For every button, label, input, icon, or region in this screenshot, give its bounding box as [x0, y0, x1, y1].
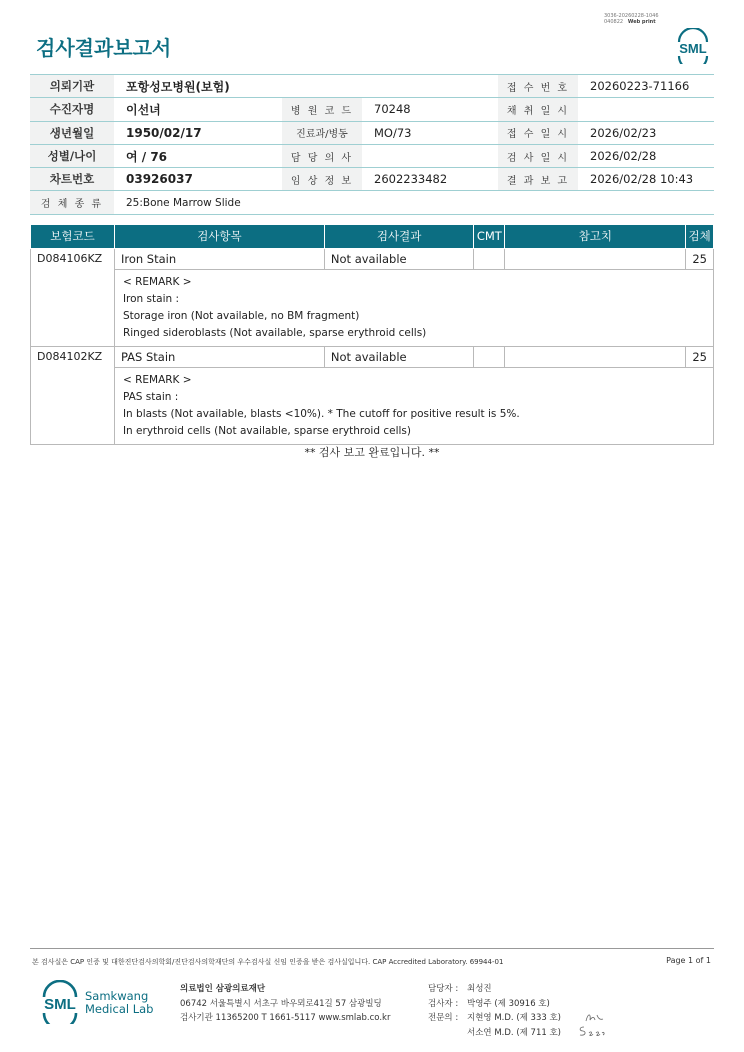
patient-name-value: 이선녀 [114, 98, 282, 121]
report-date-label: 결 과 보 고 [498, 168, 578, 191]
staff-role: 검사자 : [428, 998, 459, 1009]
remark-block [114, 269, 713, 346]
clinical-info-value: 2602233482 [362, 168, 498, 191]
print-id-line2: 040822 [604, 19, 624, 25]
col-test-item: 검사항목 [114, 225, 324, 248]
staff-row [428, 1026, 561, 1041]
report-date-value: 2026/02/28 10:43 [578, 168, 714, 191]
staff-role [428, 1026, 467, 1041]
footer-brand [85, 990, 153, 1016]
row-specimen: 25 [686, 248, 714, 269]
exam-date-label: 검 사 일 시 [498, 144, 578, 167]
receipt-date-label: 접 수 일 시 [498, 121, 578, 144]
sex-age-label: 성별/나이 [30, 144, 114, 167]
collect-date-value [578, 98, 714, 121]
hospital-code-value: 70248 [362, 98, 498, 121]
staff-row [428, 997, 561, 1012]
clinical-info-label: 임 상 정 보 [282, 168, 362, 191]
row-item: PAS Stain [114, 346, 324, 367]
sml-footer-logo-icon [38, 980, 82, 1024]
col-result: 검사결과 [324, 225, 473, 248]
col-cmt: CMT [474, 225, 505, 248]
certification-text: 본 검사실은 CAP 인증 및 대한진단검사의학회/진단검사의학재단의 우수검사실 신임 인증을 받은 검사실입니다. CAP Accredited Laboratory. 69944-01 [32, 958, 504, 966]
doctor-value [362, 144, 498, 167]
row-reference [505, 248, 686, 269]
page-title: 검사결과보고서 [36, 36, 172, 60]
sml-footer-logo-text: SML [44, 996, 76, 1013]
chart-no-value: 03926037 [114, 168, 282, 191]
row-result: Not available [324, 248, 473, 269]
staff-role: 담당자 : [428, 984, 459, 994]
footer-org [180, 982, 390, 1026]
birth-label: 생년월일 [30, 121, 114, 144]
org-contact: 검사기관 11365200 T 1661-5117 www.smlab.co.kr [180, 1013, 391, 1023]
col-reference: 참고치 [505, 225, 686, 248]
staff-name: 박영주 (제 30916 호) [467, 998, 550, 1009]
results-table [30, 225, 714, 445]
page-number: Page 1 of 1 [666, 956, 711, 965]
receipt-date-value: 2026/02/23 [578, 121, 714, 144]
staff-row [428, 1011, 561, 1026]
row-result: Not available [324, 346, 473, 367]
org-name: 의료법인 삼광의료재단 [180, 984, 266, 994]
receipt-no-label: 접 수 번 호 [498, 75, 578, 98]
remark-row [31, 269, 714, 346]
print-id-line1: 3036-20260228-1046 [604, 13, 659, 19]
remark-line: In blasts (Not available, blasts <10%). * The cutoff for positive result is 5%. [122, 407, 520, 420]
remark-line: In erythroid cells (Not available, sparse erythroid cells) [122, 424, 411, 437]
remark-row [31, 367, 714, 444]
request-org-label: 의뢰기관 [30, 75, 114, 98]
signature-icon [584, 1011, 606, 1023]
remark-line: < REMARK > [122, 373, 192, 386]
patient-name-label: 수진자명 [30, 98, 114, 121]
row-cmt [474, 346, 505, 367]
table-row [31, 346, 714, 367]
dept-value: MO/73 [362, 121, 498, 144]
report-complete-note: ** 검사 보고 완료입니다. ** [304, 446, 440, 459]
specimen-value: 25:Bone Marrow Slide [114, 191, 714, 214]
chart-no-label: 차트번호 [30, 168, 114, 191]
col-specimen: 검체 [686, 225, 714, 248]
remark-line: Ringed sideroblasts (Not available, sparse erythroid cells) [122, 326, 427, 339]
brand-line1: Samkwang [85, 989, 149, 1003]
row-item: Iron Stain [114, 248, 324, 269]
staff-list [428, 982, 561, 1040]
request-org-value: 포항성모병원(보험) [114, 75, 498, 98]
exam-date-value: 2026/02/28 [578, 144, 714, 167]
staff-role: 전문의 : [428, 1013, 459, 1023]
signature-icon [578, 1024, 606, 1038]
staff-name: 서소연 M.D. (제 711 호) [467, 1027, 562, 1038]
remark-line: Iron stain : [122, 292, 180, 305]
row-reference [505, 346, 686, 367]
collect-date-label: 채 취 일 시 [498, 98, 578, 121]
hospital-code-label: 병 원 코 드 [282, 98, 362, 121]
row-code: D084102KZ [31, 346, 115, 444]
table-row [31, 248, 714, 269]
col-insurance-code: 보험코드 [31, 225, 115, 248]
remark-line: < REMARK > [122, 275, 192, 288]
footer-divider [30, 948, 714, 949]
birth-value: 1950/02/17 [114, 121, 282, 144]
brand-line2: Medical Lab [85, 1002, 154, 1016]
staff-row [428, 982, 561, 997]
dept-label: 진료과/병동 [282, 121, 362, 144]
print-mode: Web print [627, 19, 656, 25]
remark-block [114, 367, 713, 444]
row-specimen: 25 [686, 346, 714, 367]
remark-line: PAS stain : [122, 390, 179, 403]
receipt-no-value: 20260223-71166 [578, 75, 714, 98]
sml-logo-text: SML [679, 41, 707, 56]
row-cmt [474, 248, 505, 269]
staff-name: 최성진 [467, 984, 492, 994]
patient-info-table [30, 74, 714, 215]
doctor-label: 담 당 의 사 [282, 144, 362, 167]
sml-logo-icon [672, 28, 714, 64]
staff-name: 지현영 M.D. (제 333 호) [467, 1013, 562, 1023]
sex-age-value: 여 / 76 [114, 144, 282, 167]
print-id [604, 13, 659, 25]
row-code: D084106KZ [31, 248, 115, 346]
specimen-label: 검 체 종 류 [30, 191, 114, 214]
remark-line: Storage iron (Not available, no BM fragment) [122, 309, 360, 322]
org-address: 06742 서울특별시 서초구 바우뫼로41길 57 삼광빌딩 [180, 998, 382, 1009]
